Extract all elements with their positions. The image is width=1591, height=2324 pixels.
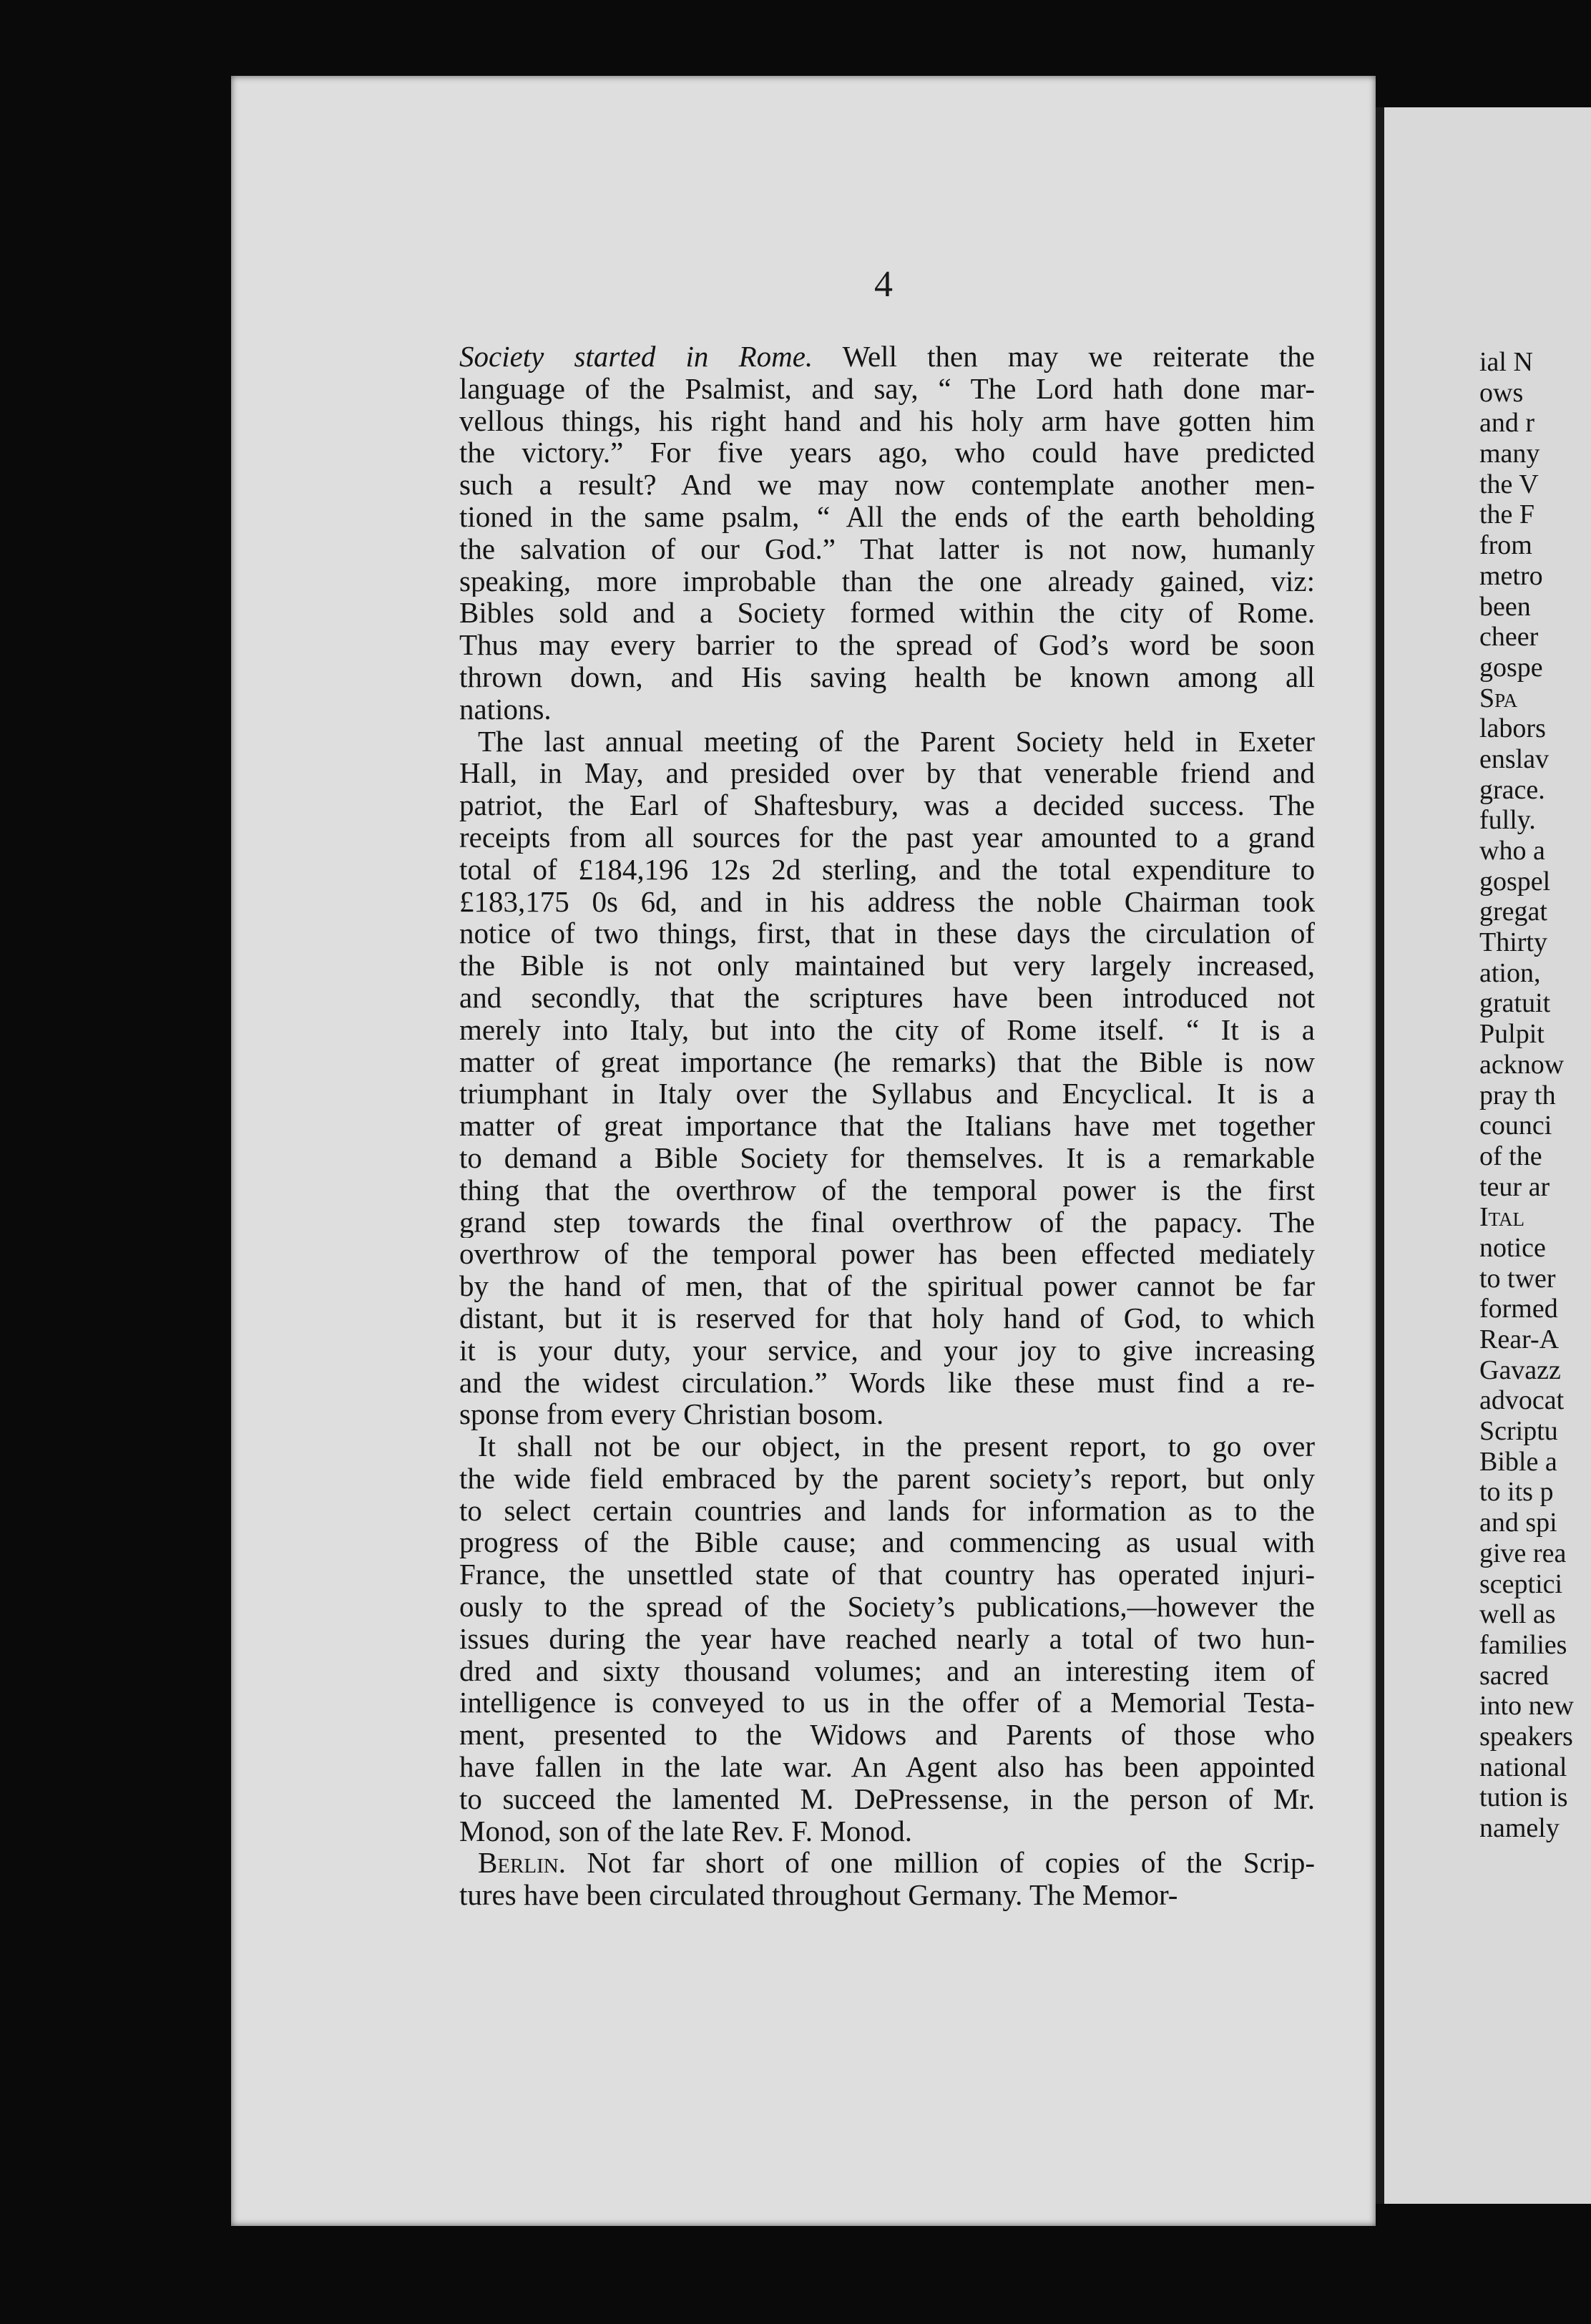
text-line: dred and sixty thousand volumes; and an interesting item of — [459, 1654, 1315, 1687]
text-line: matter of great importance that the Italians have met together — [459, 1110, 1315, 1142]
right-text-line: namely — [1479, 1813, 1560, 1843]
text-line: to demand a Bible Society for themselves. It is a remarkable — [459, 1141, 1315, 1174]
right-text-line: counci — [1479, 1110, 1552, 1141]
page-number: 4 — [874, 264, 893, 305]
text-line: have fallen in the late war. An Agent also has been appointed — [459, 1751, 1315, 1783]
right-text-line: sceptici — [1479, 1568, 1563, 1599]
right-text-line: Bible a — [1479, 1446, 1557, 1477]
text-line: total of £184,196 12s 2d sterling, and the total expenditure to — [459, 853, 1315, 886]
text-line: by the hand of men, that of the spiritual power cannot be far — [459, 1270, 1315, 1302]
right-text-line: gratuit — [1479, 988, 1551, 1019]
text-line: speaking, more improbable than the one already gained, viz: — [459, 565, 1315, 597]
right-text-line: national — [1479, 1752, 1567, 1782]
right-text-line: gregat — [1479, 897, 1547, 927]
text-line: it is your duty, your service, and your joy to give increasing — [459, 1334, 1315, 1367]
right-text-line: metro — [1479, 560, 1543, 591]
right-text-line: gospe — [1479, 652, 1543, 683]
text-line: language of the Psalmist, and say, “ The Lord hath done mar- — [459, 372, 1315, 405]
right-text-line: into new — [1479, 1691, 1574, 1722]
right-text-line: ial N — [1479, 347, 1533, 377]
text-line: such a result? And we may now contemplate another men- — [459, 469, 1315, 501]
right-text-line: Thirty — [1479, 927, 1547, 958]
text-line: issues during the year have reached nearly a total of two hun- — [459, 1622, 1315, 1655]
right-text-line: cheer — [1479, 622, 1539, 653]
right-text-line: and r — [1479, 408, 1535, 439]
text-line: sponse from every Christian bosom. — [459, 1398, 884, 1431]
right-text-line: pray th — [1479, 1080, 1556, 1110]
right-text-line: Gavazz — [1479, 1354, 1561, 1385]
text-line: triumphant in Italy over the Syllabus and Encyclical. It is a — [459, 1078, 1315, 1110]
text-line: Hall, in May, and presided over by that venerable friend and — [459, 757, 1315, 790]
right-text-line: the V — [1479, 469, 1539, 499]
text-line: Thus may every barrier to the spread of God’s word be soon — [459, 629, 1315, 661]
book-gutter — [1376, 107, 1384, 2204]
text-line: nations. — [459, 693, 552, 726]
right-text-line: Spa — [1479, 683, 1518, 713]
text-line: the wide field embraced by the parent society’s report, but only — [459, 1462, 1315, 1495]
right-text-line: Pulpit — [1479, 1019, 1545, 1050]
text-line: the victory.” For five years ago, who could have predicted — [459, 436, 1315, 469]
text-line: Bibles sold and a Society formed within the city of Rome. — [459, 597, 1315, 630]
text-line: France, the unsettled state of that country has operated injuri- — [459, 1558, 1315, 1591]
right-text-line: Scriptu — [1479, 1416, 1558, 1447]
text-line: and secondly, that the scriptures have been introduced not — [459, 981, 1315, 1014]
right-text-line: to twer — [1479, 1263, 1556, 1294]
right-text-line: ation, — [1479, 957, 1541, 988]
right-text-line: to its p — [1479, 1477, 1554, 1508]
right-text-line: many — [1479, 439, 1540, 469]
right-text-line: of the — [1479, 1141, 1542, 1171]
right-text-line: fully. — [1479, 805, 1536, 836]
text-line: ment, presented to the Widows and Parents of those who — [459, 1719, 1315, 1752]
text-line: to succeed the lamented M. DePressense, in the person of Mr. — [459, 1782, 1315, 1815]
right-text-line: gospel — [1479, 866, 1551, 897]
right-text-line: who a — [1479, 836, 1545, 866]
left-page-text — [459, 341, 1315, 1911]
right-text-line: acknow — [1479, 1049, 1565, 1080]
text-line: receipts from all sources for the past year amounted to a grand — [459, 821, 1315, 854]
text-line: and the widest circulation.” Words like these must find a re- — [459, 1366, 1315, 1399]
right-text-line: Rear-A — [1479, 1324, 1560, 1354]
text-line: overthrow of the temporal power has been effected mediately — [459, 1238, 1315, 1271]
text-line: to select certain countries and lands for information as to the — [459, 1494, 1315, 1527]
text-line: Berlin. Not far short of one million of copies of the Scrip- — [478, 1847, 1315, 1880]
right-text-line: well as — [1479, 1599, 1556, 1630]
text-line: Monod, son of the late Rev. F. Monod. — [459, 1815, 912, 1847]
right-text-line: labors — [1479, 713, 1546, 744]
text-line: vellous things, his right hand and his holy arm have gotten him — [459, 404, 1315, 437]
text-line: It shall not be our object, in the present report, to go over — [478, 1430, 1315, 1463]
text-line: matter of great importance (he remarks) that the Bible is now — [459, 1045, 1315, 1078]
text-line: grand step towards the final overthrow of the papacy. The — [459, 1206, 1315, 1239]
text-line: merely into Italy, but into the city of Rome itself. “ It is a — [459, 1013, 1315, 1046]
right-text-line: teur ar — [1479, 1171, 1550, 1202]
text-line: Society started in Rome. Well then may we reiterate the — [459, 341, 1315, 373]
right-text-line: been — [1479, 591, 1531, 622]
text-line: tioned in the same psalm, “ All the ends of the earth beholding — [459, 500, 1315, 533]
text-line: progress of the Bible cause; and commencing as usual with — [459, 1526, 1315, 1559]
text-line: notice of two things, first, that in these days the circulation of — [459, 917, 1315, 950]
text-line: thing that the overthrow of the temporal power is the first — [459, 1173, 1315, 1206]
text-line: patriot, the Earl of Shaftesbury, was a decided success. The — [459, 789, 1315, 821]
text-line: intelligence is conveyed to us in the offer of a Memorial Testa- — [459, 1686, 1315, 1719]
text-line: the salvation of our God.” That latter is not now, humanly — [459, 532, 1315, 565]
right-text-line: enslav — [1479, 743, 1550, 774]
right-text-line: families — [1479, 1629, 1567, 1660]
text-line: £183,175 0s 6d, and in his address the noble Chairman took — [459, 885, 1315, 918]
text-line: distant, but it is reserved for that holy hand of God, to which — [459, 1302, 1315, 1334]
right-text-line: sacred — [1479, 1660, 1550, 1691]
text-line: ously to the spread of the Society’s publications,—however the — [459, 1591, 1315, 1623]
right-page-text — [1479, 347, 1591, 1844]
text-line: The last annual meeting of the Parent Society held in Exeter — [478, 725, 1315, 758]
text-line: tures have been circulated throughout Germany. The Memor- — [459, 1879, 1178, 1912]
right-text-line: grace. — [1479, 774, 1545, 805]
right-text-line: and spi — [1479, 1508, 1557, 1538]
right-text-line: from — [1479, 530, 1532, 561]
text-line: the Bible is not only maintained but very largely increased, — [459, 949, 1315, 982]
right-text-line: ows — [1479, 377, 1524, 408]
right-text-line: give rea — [1479, 1538, 1567, 1568]
right-text-line: Ital — [1479, 1202, 1524, 1233]
text-line: thrown down, and His saving health be known among all — [459, 660, 1315, 693]
right-text-line: advocat — [1479, 1385, 1565, 1416]
right-text-line: formed — [1479, 1294, 1558, 1324]
right-text-line: speakers — [1479, 1721, 1573, 1752]
right-text-line: the F — [1479, 499, 1535, 530]
right-text-line: tution is — [1479, 1782, 1568, 1813]
right-text-line: notice — [1479, 1232, 1546, 1263]
